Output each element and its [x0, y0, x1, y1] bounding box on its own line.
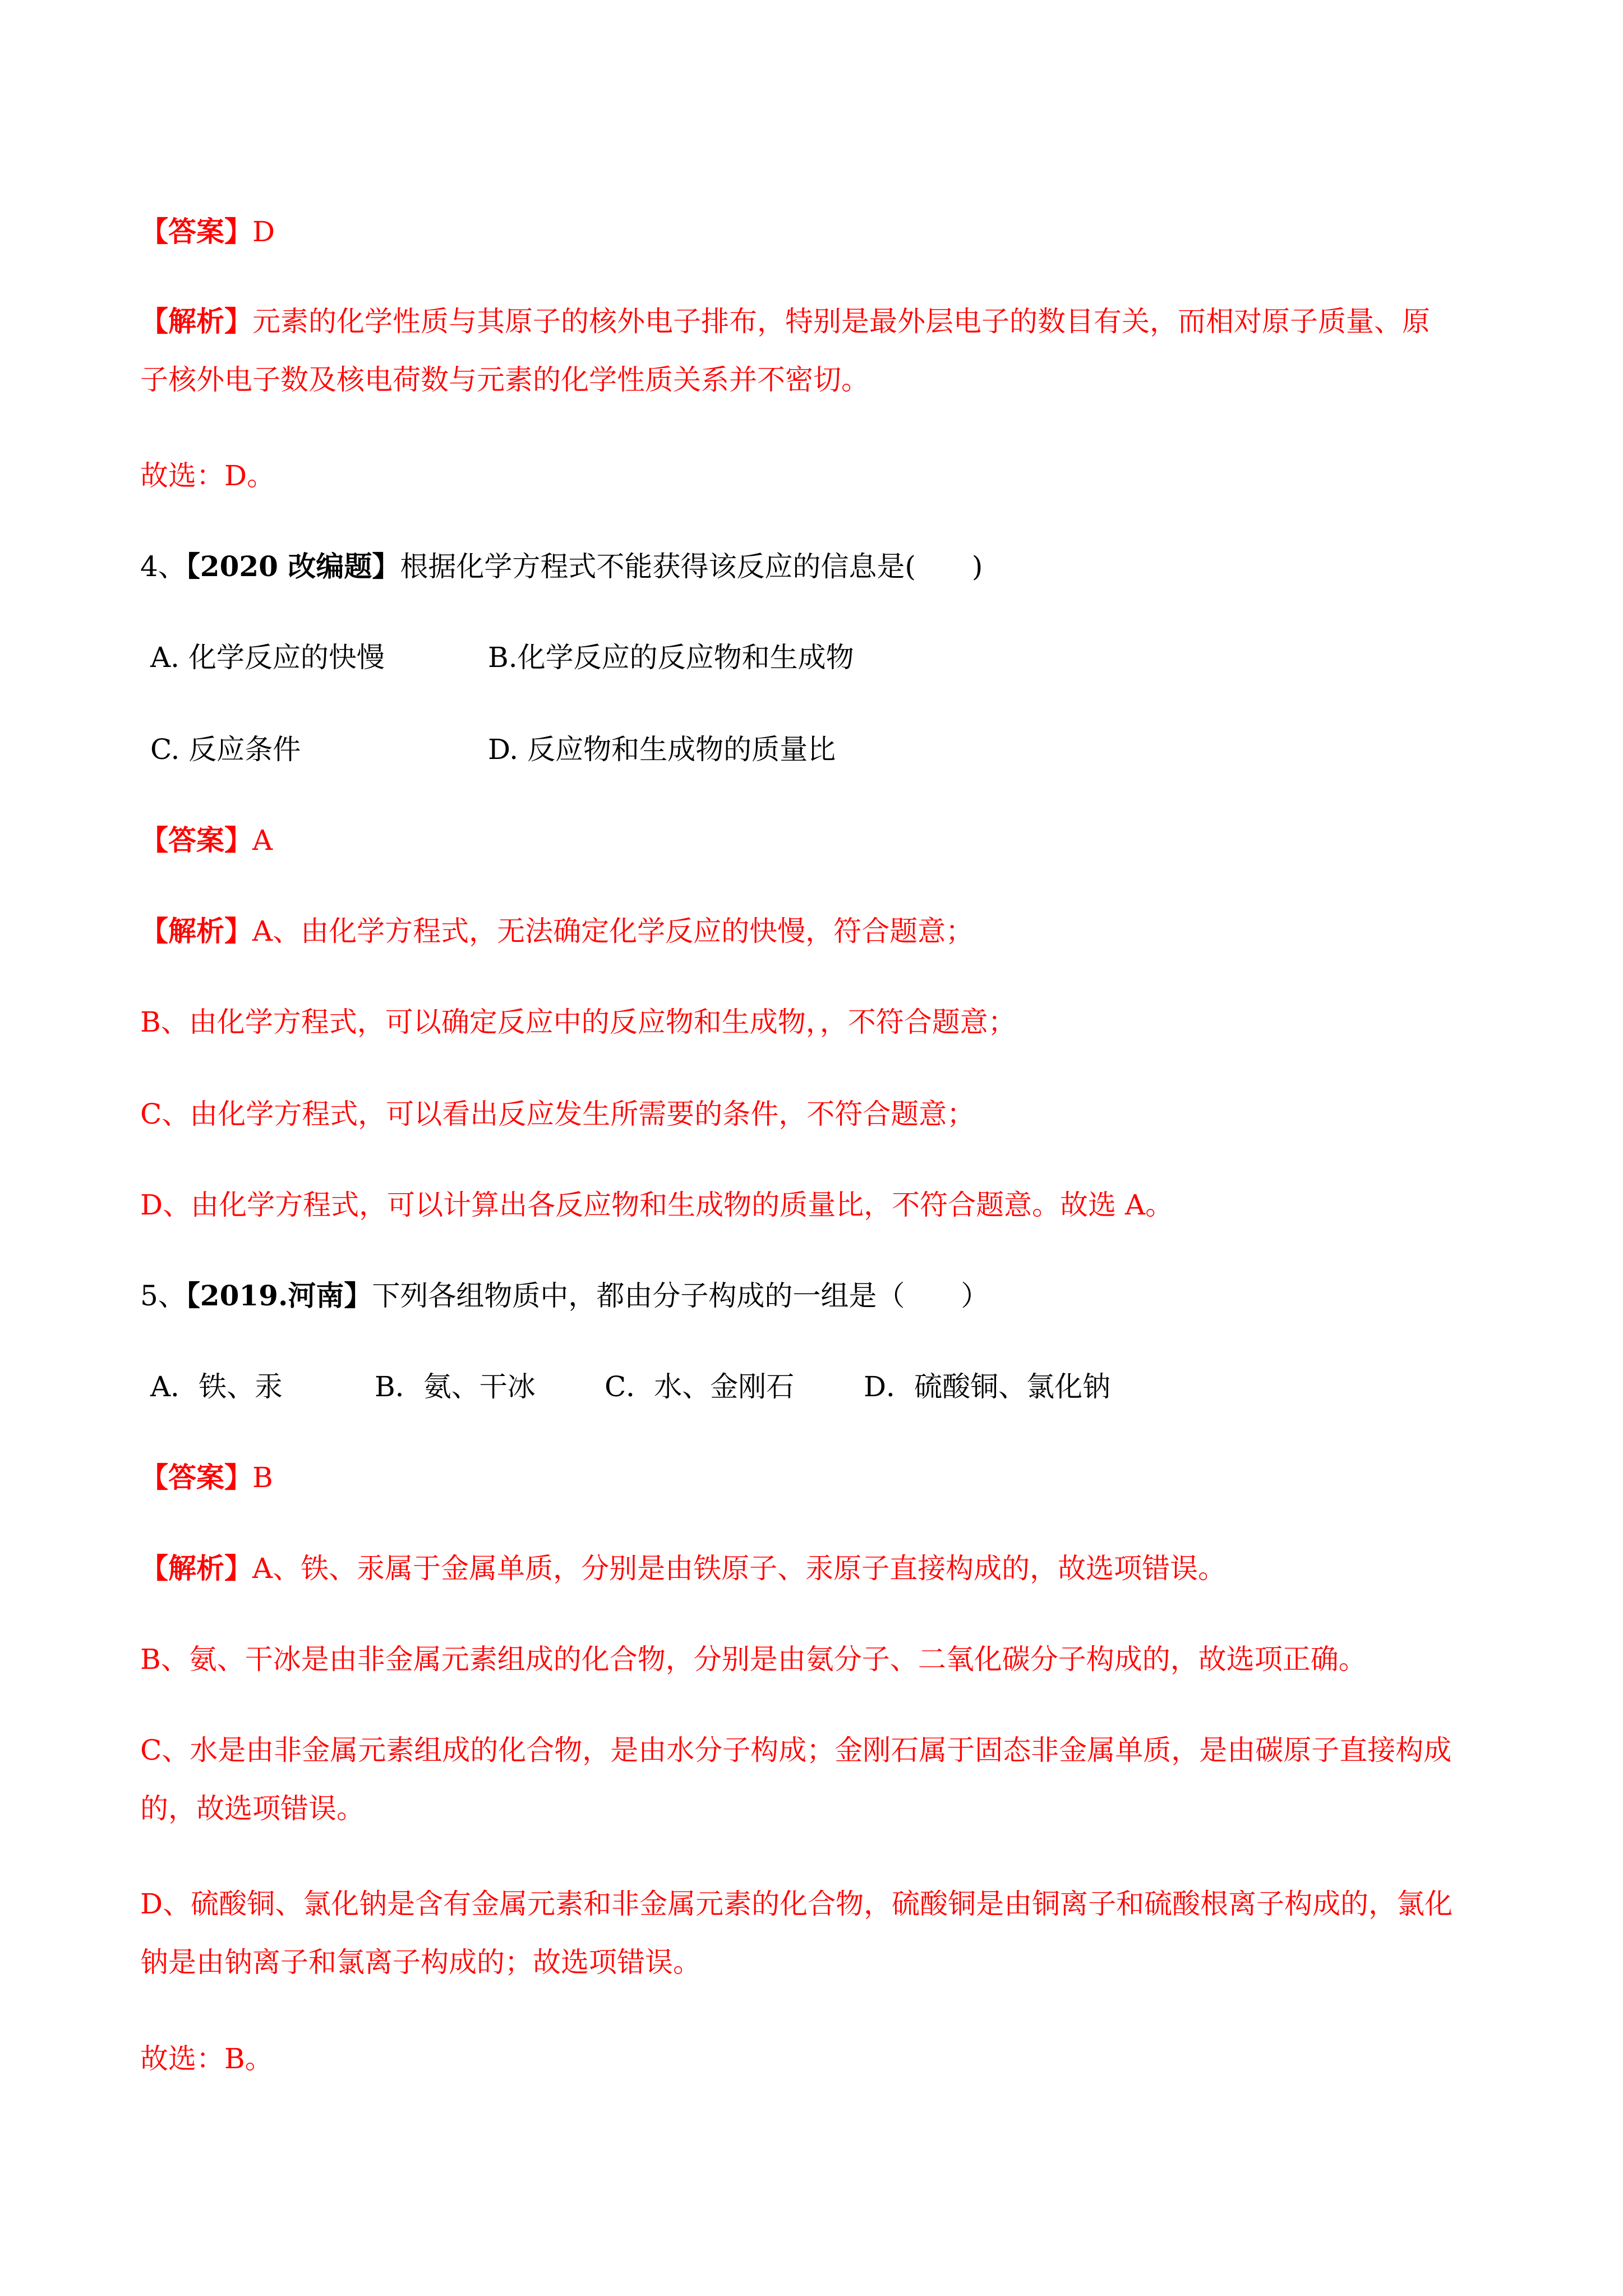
answer-tag: 【答案】 — [140, 1461, 252, 1494]
question-number: 4、 — [140, 550, 186, 583]
q5-analysis-c-line-1: C、水是由非金属元素组成的化合物，是由水分子构成；金刚石属于固态非金属单质，是由碳原子直接构成 — [140, 1734, 1452, 1766]
q4-option-b: B.化学反应的反应物和生成物 — [488, 641, 854, 674]
q3-analysis-line-1 — [140, 305, 1430, 338]
question-number: 5、 — [140, 1280, 186, 1312]
answer-value: A — [252, 824, 273, 857]
q4-option-a: A. 化学反应的快慢 — [150, 641, 385, 674]
q3-analysis-line-2: 子核外电子数及核电荷数与元素的化学性质关系并不密切。 — [140, 364, 869, 396]
q5-analysis-c-line-2: 的，故选项错误。 — [140, 1792, 365, 1825]
q4-option-d: D. 反应物和生成物的质量比 — [488, 733, 836, 766]
analysis-tag: 【解析】 — [140, 1552, 252, 1585]
q4-analysis-a — [140, 914, 974, 948]
q4-analysis-c: C、由化学方程式，可以看出反应发生所需要的条件，不符合题意； — [140, 1098, 975, 1130]
answer-tag: 【答案】 — [140, 823, 252, 857]
q5-analysis-d-line-1: D、硫酸铜、氯化钠是含有金属元素和非金属元素的化合物，硫酸铜是由铜离子和硫酸根离子构成的，氯化 — [140, 1888, 1453, 1920]
answer-value: B — [252, 1461, 273, 1494]
answer-value: D — [252, 215, 275, 248]
analysis-text: 元素的化学性质与其原子的核外电子排布，特别是最外层电子的数目有关，而相对原子质量、原 — [252, 305, 1430, 338]
q3-answer — [140, 215, 275, 249]
question-stem: 下列各组物质中，都由分子构成的一组是（ ） — [372, 1280, 989, 1312]
q4-analysis-b: B、由化学方程式，可以确定反应中的反应物和生成物，，不符合题意； — [140, 1006, 1016, 1038]
q5-option-a: A．铁、汞 — [150, 1370, 283, 1403]
q5-option-b: B．氨、干冰 — [375, 1370, 536, 1403]
q4-question — [140, 550, 983, 583]
analysis-tag: 【解析】 — [140, 914, 252, 947]
analysis-text: A、铁、汞属于金属单质，分别是由铁原子、汞原子直接构成的，故选项错误。 — [252, 1552, 1227, 1585]
analysis-text: A、由化学方程式，无法确定化学反应的快慢，符合题意； — [252, 915, 974, 947]
q4-analysis-d: D、由化学方程式，可以计算出各反应物和生成物的质量比，不符合题意。故选 A。 — [140, 1189, 1174, 1221]
q4-answer — [140, 823, 273, 857]
q5-analysis-d-line-2: 钠是由钠离子和氯离子构成的；故选项错误。 — [140, 1946, 701, 1978]
q5-question — [140, 1279, 989, 1313]
q5-answer — [140, 1461, 273, 1494]
q5-analysis-a — [140, 1552, 1226, 1585]
q5-analysis-b: B、氨、干冰是由非金属元素组成的化合物，分别是由氨分子、二氧化碳分子构成的，故选项正确。 — [140, 1643, 1367, 1676]
question-source: 【2019.河南】 — [186, 1279, 372, 1312]
analysis-tag: 【解析】 — [140, 305, 252, 338]
q3-conclusion: 故选：D。 — [140, 459, 275, 492]
q5-conclusion: 故选：B。 — [140, 2042, 273, 2075]
question-stem: 根据化学方程式不能获得该反应的信息是( ) — [400, 550, 983, 583]
q5-option-c: C．水、金刚石 — [605, 1370, 795, 1403]
q4-option-c: C. 反应条件 — [150, 733, 301, 766]
answer-tag: 【答案】 — [140, 215, 252, 248]
question-source: 【2020 改编题】 — [186, 550, 400, 583]
q5-option-d: D．硫酸铜、氯化钠 — [864, 1370, 1111, 1403]
